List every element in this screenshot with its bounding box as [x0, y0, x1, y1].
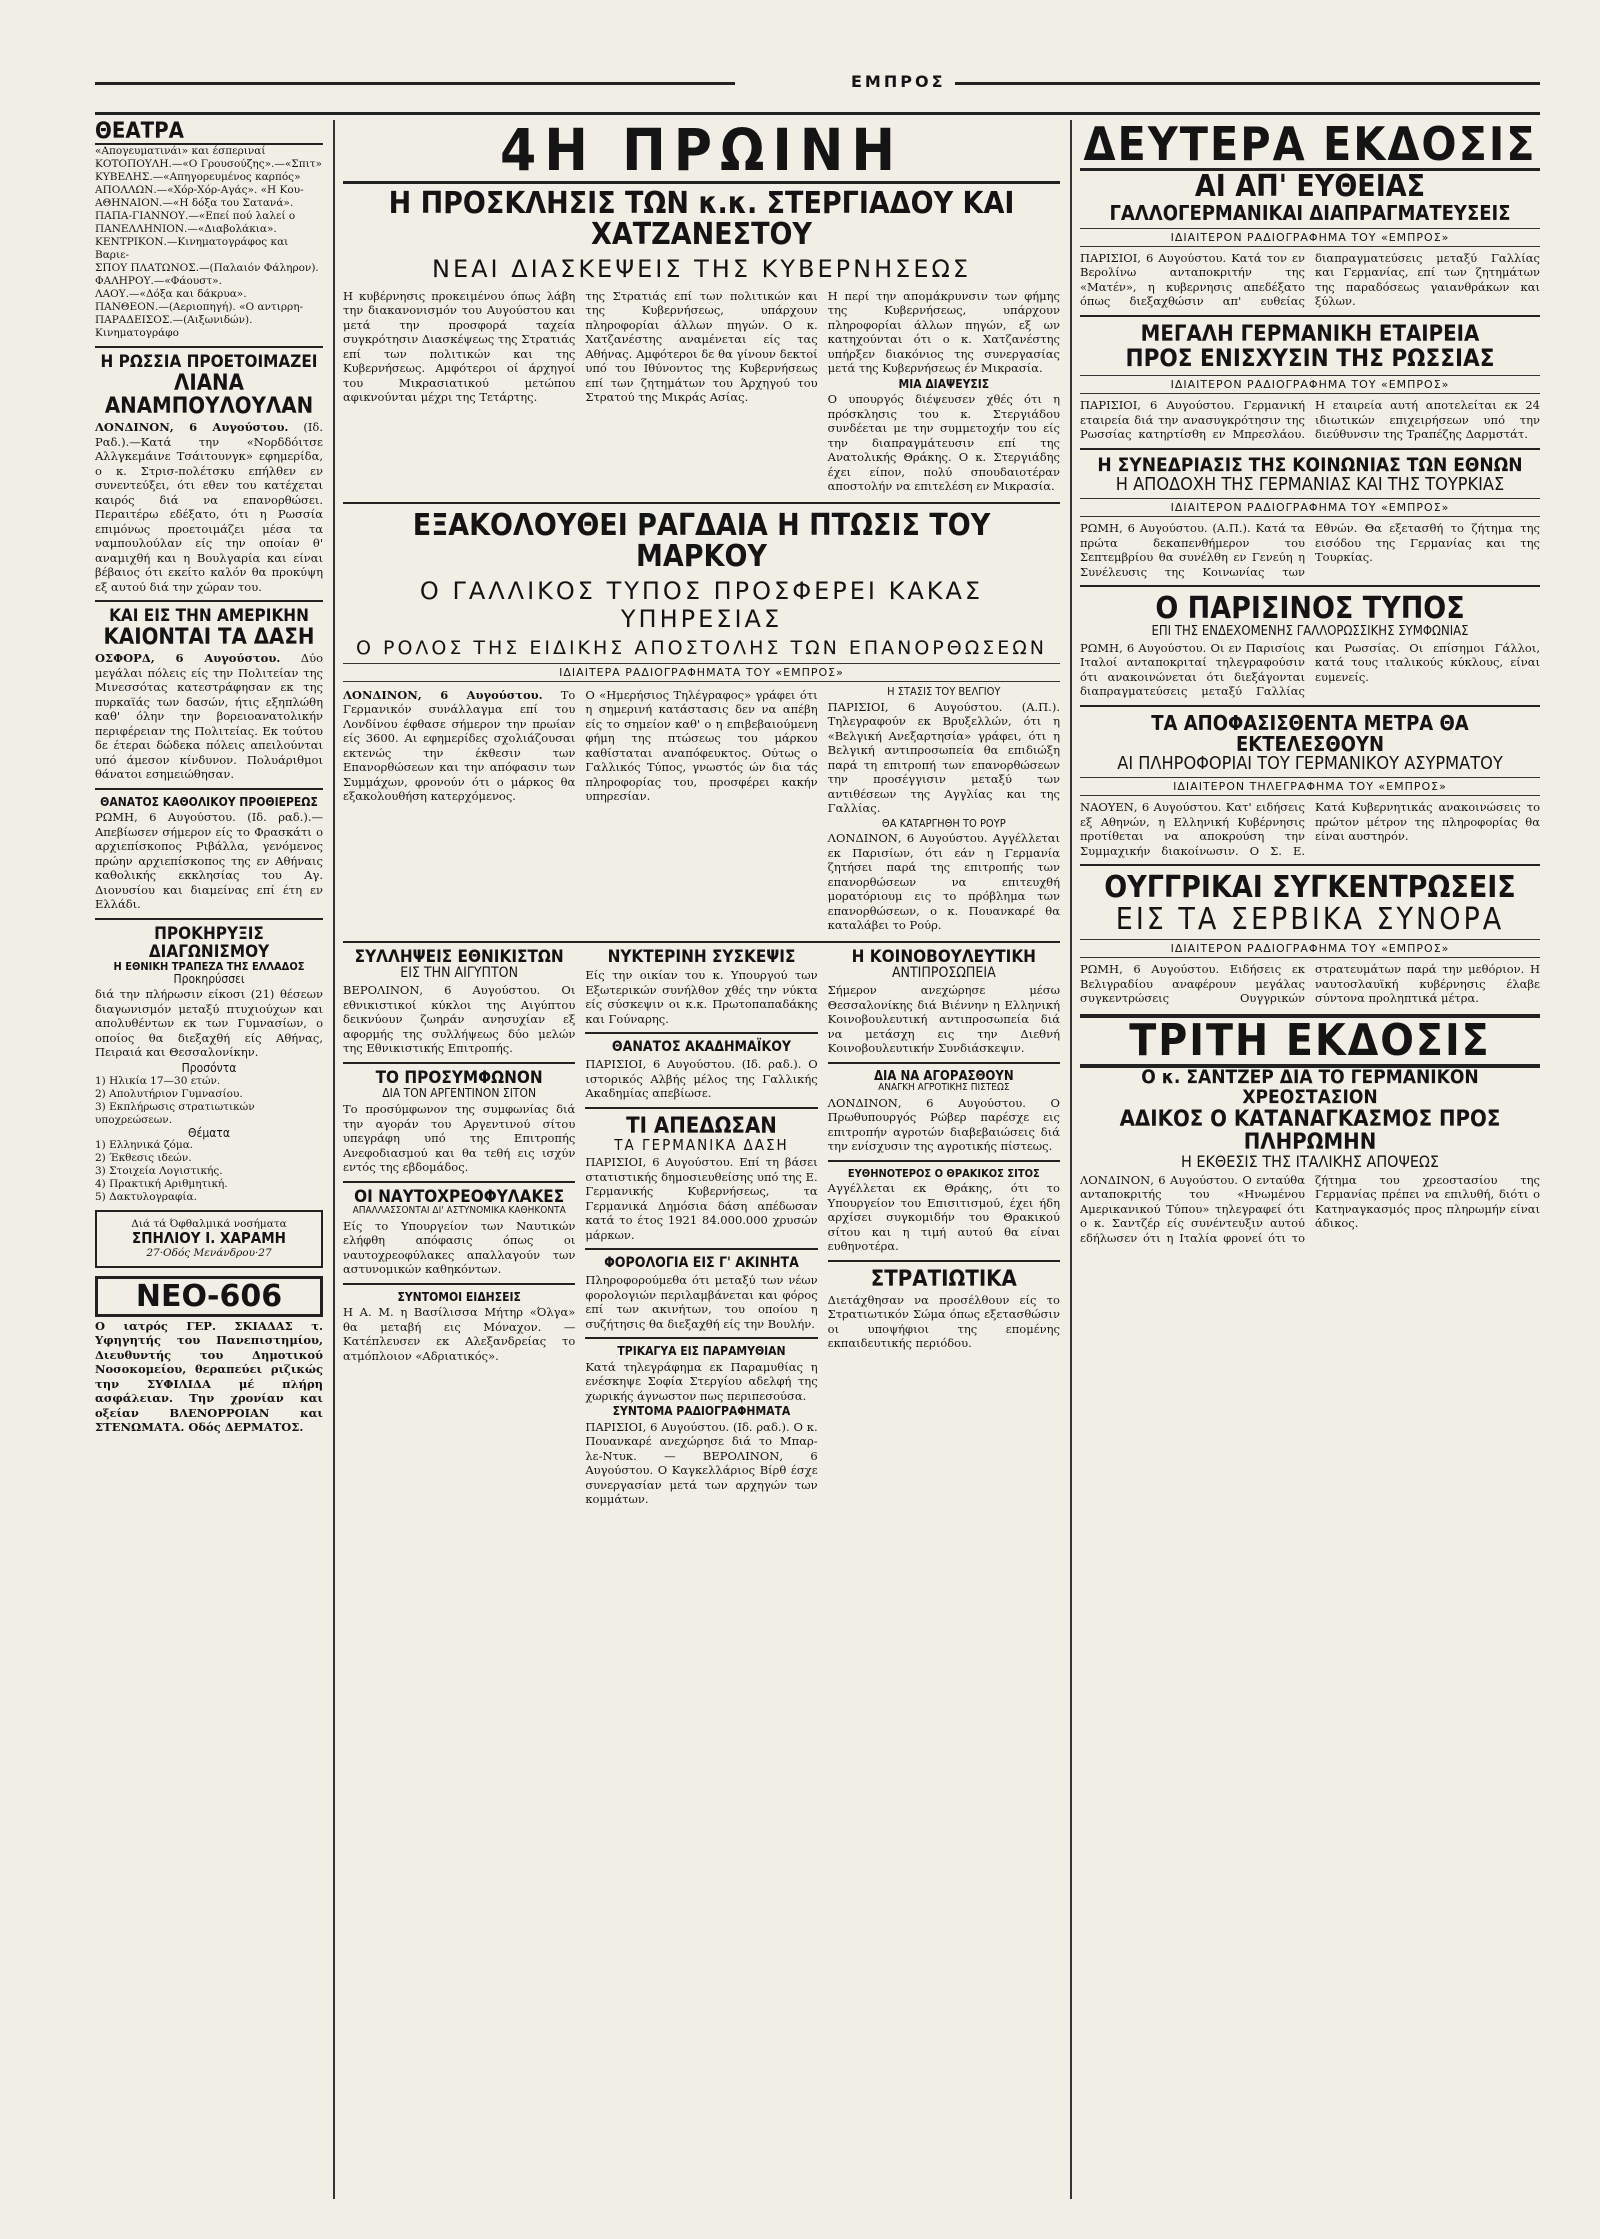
divider — [828, 1062, 1060, 1064]
dateline: ΛΟΝΔΙΝΟΝ, 6 Αυγούστου. — [95, 420, 289, 435]
masthead-rule-right — [955, 82, 1540, 85]
right-headline: ΠΡΟΣ ΕΝΙΣΧΥΣΙΝ ΤΗΣ ΡΩΣΣΙΑΣ — [1125, 343, 1495, 372]
divider — [585, 1337, 817, 1339]
divider — [95, 346, 323, 348]
theatres-listing — [95, 145, 323, 340]
right-tag: ΙΔΙΑΙΤΕΡΟΝ ΡΑΔΙΟΓΡΑΦΗΜΑ ΤΟΥ «ΕΜΠΡΟΣ» — [1080, 228, 1540, 247]
short-title: ΟΙ ΝΑΥΤΟΧΡΕΟΦΥΛΑΚΕΣ — [354, 1186, 565, 1207]
right-headline: ΕΙΣ ΤΑ ΣΕΡΒΙΚΑ ΣΥΝΟΡΑ — [1115, 901, 1505, 937]
right-headline: ΓΑΛΛΟΓΕΡΜΑΝΙΚΑΙ ΔΙΑΠΡΑΓΜΑΤΕΥΣΕΙΣ — [1109, 200, 1511, 225]
mark-article-col — [343, 686, 575, 935]
competition-text: διά την πλήρωσιν είκοσι (21) θέσεων διαγωνισμόν μεταξύ πτυχιούχων και απολυθέντων εκ των Γυμνασίων, ο οποίος θα διεξαχθή είς Αθήνας, Πειραιά και Θεσσαλονίκην. — [95, 987, 323, 1060]
divider — [828, 1160, 1060, 1162]
america-headline: ΚΑΙ ΕΙΣ ΤΗΝ ΑΜΕΡΙΚΗΝ — [109, 606, 309, 627]
divider — [1080, 705, 1540, 707]
right-headline: ΕΠΙ ΤΗΣ ΕΝΔΕΧΟΜΕΝΗΣ ΓΑΛΛΟΡΩΣΣΙΚΗΣ ΣΥΜΦΩΝΙΑΣ — [1151, 623, 1469, 639]
right-headline: Η ΕΚΘΕΣΙΣ ΤΗΣ ΙΤΑΛΙΚΗΣ ΑΠΟΨΕΩΣ — [1180, 1152, 1440, 1172]
competition-item: 2) Απολυτήριον Γυμνασίου. — [95, 1087, 243, 1100]
divider — [585, 1248, 817, 1250]
dateline: ΛΟΝΔΙΝΟΝ, 6 Αυγούστου. — [343, 687, 543, 702]
america-subhead: ΚΑΙΟΝΤΑΙ ΤΑ ΔΑΣΗ — [103, 624, 315, 650]
short-title: ΔΙΑ ΝΑ ΑΓΟΡΑΣΘΟΥΝ — [874, 1068, 1014, 1084]
short-title: ΣΥΛΛΗΨΕΙΣ ΕΘΝΙΚΙΣΤΩΝ — [354, 946, 564, 967]
short-title: ΣΥΝΤΟΜΟΙ ΕΙΔΗΣΕΙΣ — [397, 1289, 521, 1304]
competition-item: 1) Ελληνικά ζόμα. — [95, 1139, 194, 1152]
divider — [585, 1032, 817, 1034]
right-article: ΠΑΡΙΣΙΟΙ, 6 Αυγούστου. Γερμανική εταιρεία διά την ανασυγκρότησιν της Ρωσσίας κατηρτίσθη εν Μπρεσλάου. Η εταιρεία αυτή αποτελείται εκ 24 ιδιωτικών επιχειρήσεων υπό την διεύθυνσιν της Τραπέζης Δαρμστάτ. — [1080, 398, 1540, 442]
competition-label: Προσόντα — [181, 1060, 237, 1075]
third-edition-title: ΤΡΙΤΗ ΕΚΔΟΣΙΣ — [1080, 1014, 1540, 1068]
theatre-entry: ΠΑΝΕΛΛΗΝΙΟΝ.—«Διαβολάκια». — [95, 223, 277, 236]
russia-article — [95, 420, 323, 594]
edition-title: 4Η ΠΡΩΙΝΗ — [343, 120, 1060, 184]
short-subtitle: ΑΝΑΓΚΗ ΑΓΡΟΤΙΚΗΣ ΠΙΣΤΕΩΣ — [878, 1082, 1010, 1094]
short-title: ΘΑΝΑΤΟΣ ΑΚΑΔΗΜΑΪΚΟΥ — [611, 1039, 792, 1056]
side-label: ΜΙΑ ΔΙΑΨΕΥΣΙΣ — [898, 376, 990, 391]
short-text: Πληροφορούμεθα ότι μεταξύ των νέων φορολογιών περιλαμβάνεται και φόρος επί των ακινήτων, του οποίου η συζήτησις θα διεξαχθή είς την Βουλήν. — [585, 1273, 818, 1331]
short-text: ΠΑΡΙΣΙΟΙ, 6 Αυγούστου. Επί τη βάσει στατιστικής δημοσιευθείσης υπό της Ε. Γερμανικής Κυβερνήσεως, τα Γερμανικά Δημόσια δάση απέδωσαν κατά το έτος 1921 84.000.000 χρυσών μάρκων. — [585, 1155, 818, 1242]
short-text: Είς το Υπουργείον των Ναυτικών ελήφθη απόφασις όπως οι ναυτοχρεοφύλακες απαλλαγούν των αστυνομικών καθηκόντων. — [343, 1218, 576, 1277]
short-subtitle: ΕΙΣ ΤΗΝ ΑΙΓΥΠΤΟΝ — [400, 965, 519, 982]
short-text: Αγγέλλεται εκ Θράκης, ότι το Υπουργείον του Επισιτισμού, έχει ήδη αρχίσει συγκομιδήν του Θρακικού σίτου και η τιμή αυτού θα είναι ευθηνοτέρα. — [827, 1181, 1060, 1254]
short-title: ΤΟ ΠΡΟΣΥΜΦΩΝΟΝ — [375, 1067, 543, 1088]
ad-ophthalmic — [95, 1210, 323, 1268]
divider — [95, 918, 323, 920]
mark-subhead: Ο ΓΑΛΛΙΚΟΣ ΤΥΠΟΣ ΠΡΟΣΦΕΡΕΙ ΚΑΚΑΣ ΥΠΗΡΕΣΙΑΣ — [419, 576, 984, 633]
competition-headline: ΠΡΟΚΗΡΥΞΙΣ ΔΙΑΓΩΝΙΣΜΟΥ — [148, 923, 270, 962]
divider — [95, 600, 323, 602]
right-tag: ΙΔΙΑΙΤΕΡΟΝ ΡΑΔΙΟΓΡΑΦΗΜΑ ΤΟΥ «ΕΜΠΡΟΣ» — [1080, 375, 1540, 394]
center-column — [343, 120, 1060, 2199]
right-column — [1080, 120, 1540, 2199]
right-headline: Ο κ. ΣΑΝΤΖΕΡ ΔΙΑ ΤΟ ΓΕΡΜΑΝΙΚΟΝ ΧΡΕΟΣΤΑΣΙΟΝ — [1141, 1066, 1479, 1109]
divider — [343, 502, 1060, 504]
article-text: ΛΟΝΔΙΝΟΝ, 6 Αυγούστου. Αγγέλλεται εκ Παρισίων, ότι εάν η Γερμανία ζητήσει παρά της επιτροπής των επανορθώσεων να επιτευχθή μορατόριουμ εις το πρόβλημα των επανορθώσεων, ο κ. Πουανκαρέ θα καταλάβει το Ρούρ. — [827, 831, 1060, 933]
ad-line: Διά τά Όφθαλμικά νοσήματα — [131, 1218, 287, 1231]
short-text: Σήμερον ανεχώρησε μέσω Θεσσαλονίκης διά Βιέννην η Ελληνική Κοινοβουλευτική αντιπροσωπεία διά να μετάσχη εις την Διεθνή Κοινοβουλευτικήν Συνδιάσκεψιν. — [827, 983, 1060, 1056]
right-article: ΡΩΜΗ, 6 Αυγούστου. (Α.Π.). Κατά τα πρώτα δεκαπενθήμερον του Σεπτεμβρίου θα συνέλθη εν Γενεύη η Συνέλευσις της Κοινωνίας των Εθνών. Θα εξετασθή το ζήτημα της εισόδου της Γερμανίας και της Τουρκίας. — [1080, 521, 1540, 579]
main-article-col: Η κυβέρνησις προκειμένου όπως λάβη την διακανονισμόν του Αυγούστου και μετά την προσφορά ταχεία συγκρότησιν Διασκέψεως της Στρατιάς επί των πολιτικών και της Κυβερνήσεως. Αμφότεροι οί άρχηγοί του Μικρασιατικού μετώπου αφικνούνται μέχρι της Τετάρτης. — [343, 288, 576, 405]
article-text: Δύο μεγάλαι πόλεις είς την Πολιτείαν της Μινεσσότας κατεστράφησαν εκ της πυρκαϊάς των δασών, ήτις εξηπλώθη καθ' όλην την βορειοανατολικήν περιφέρειαν της Πολιτείας. Εκ τούτου δε έτεραι δώδεκα πόλεις απειλούνται υπό άμεσον κίνδυνον. Πολυάριθμοι θάνατοι εσημειώθησαν. — [95, 651, 323, 782]
competition-label: Θέματα — [188, 1125, 230, 1140]
mark-subhead: Ο ΡΟΛΟΣ ΤΗΣ ΕΙΔΙΚΗΣ ΑΠΟΣΤΟΛΗΣ ΤΩΝ ΕΠΑΝΟΡΘΩΣΕΩΝ — [356, 636, 1047, 659]
paper-name: ΕΜΠΡΟΣ — [851, 72, 946, 91]
mark-sub-label: Η ΣΤΑΣΙΣ ΤΟΥ ΒΕΛΓΙΟΥ — [887, 684, 1001, 698]
theatre-entry: ΚΕΝΤΡΙΚΟΝ.—Κινηματογράφος και Βαριε- — [95, 236, 289, 262]
short-title: ΣΤΡΑΤΙΩΤΙΚΑ — [870, 1266, 1017, 1292]
theatre-entry: ΣΠΟΥ ΠΛΑΤΩΝΟΣ.—(Παλαιόν Φάληρον). — [95, 262, 319, 275]
divider — [1080, 864, 1540, 866]
divider — [343, 1181, 575, 1183]
theatre-entry: «Απογευματινάι» και έσπεριναί — [95, 145, 266, 158]
short-text: ΠΑΡΙΣΙΟΙ, 6 Αυγούστου. (Ιδ. ραδ.). Ο ιστορικός Αλβής μέλος της Γαλλικής Ακαδημίας απεβίωσε. — [585, 1057, 818, 1101]
divider — [1080, 448, 1540, 450]
divider — [585, 1107, 817, 1109]
theatre-entry: ΠΑΡΑΔΕΙΣΟΣ.—(Αιξωνιδών). Κινηματογράφο — [95, 314, 253, 340]
mark-sub-label: ΘΑ ΚΑΤΑΡΓΗΘΗ ΤΟ ΡΟΥΡ — [881, 816, 1006, 830]
short-subtitle: ΑΝΤΙΠΡΟΣΩΠΕΙΑ — [891, 965, 996, 982]
main-article — [343, 287, 1060, 496]
second-edition-title: ΔΕΥΤΕΡΑ ΕΚΔΟΣΙΣ — [1080, 120, 1540, 171]
right-article: ΛΟΝΔΙΝΟΝ, 6 Αυγούστου. Ο ενταύθα ανταποκριτής του «Ηνωμένου Αμερικανικού Τύπου» τηλεγραφεί ότι ο κ. Σαντζέρ είς συνέντευξιν αυτού εδήλωσεν ότι η Ιταλία φρονεί ότι το ζήτημα του χρεοστασίου της Γερμανίας πρέπει να επιλυθή, διότι ο Κατηναγκασμός προς πληρωμήν είναι άδικος. — [1080, 1172, 1540, 1245]
competition-subhead: Η ΕΘΝΙΚΗ ΤΡΑΠΕΖΑ ΤΗΣ ΕΛΛΑΔΟΣ — [113, 960, 305, 974]
competition-item: 3) Εκπλήρωσις στρατιωτικών υποχρεώσεων. — [95, 1100, 255, 1126]
ad-neo-title: ΝΕΟ-606 — [95, 1276, 323, 1317]
divider — [1080, 315, 1540, 317]
theatre-entry: ΚΟΤΟΠΟΥΛΗ.—«Ο Γρουσούζης».—«Σπιτ» — [95, 158, 322, 171]
short-text: ΠΑΡΙΣΙΟΙ, 6 Αυγούστου. (Ιδ. ραδ.). Ο κ. Πουανκαρέ ανεχώρησε διά το Μπαρ-λε-Ντυκ. — ΒΕΡΟΛΙΝΟΝ, 6 Αυγούστου. Ο Καγκελλάριος Βίρθ έσχε συνεργασίαν μετά των αρχηγών των κομμάτων. — [585, 1419, 818, 1507]
right-tag: ΙΔΙΑΙΤΕΡΟΝ ΡΑΔΙΟΓΡΑΦΗΜΑ ΤΟΥ «ΕΜΠΡΟΣ» — [1080, 498, 1540, 517]
article-text — [343, 688, 575, 804]
right-headline: ΜΕΓΑΛΗ ΓΕΡΜΑΝΙΚΗ ΕΤΑΙΡΕΙΑ — [1140, 321, 1480, 347]
mark-headline: ΕΞΑΚΟΛΟΥΘΕΙ ΡΑΓΔΑΙΑ Η ΠΤΩΣΙΣ ΤΟΥ ΜΑΡΚΟΥ — [412, 507, 991, 575]
short-text: Είς την οικίαν του κ. Υπουργού των Εξωτερικών συνήλθον χθές την νύκτα είς σύσκεψιν οι κ.κ. Πρωτοπαπαδάκης και Γούναρης. — [585, 968, 818, 1026]
right-headline: Ο ΠΑΡΙΣΙΝΟΣ ΤΥΠΟΣ — [1155, 591, 1465, 627]
right-article: ΡΩΜΗ, 6 Αυγούστου. Ειδήσεις εκ Βελιγραδίου αναφέρουν μεγάλας συγκεντρώσεις Ουγγρικών στρατευμάτων παρά την μεθόριον. Η ναυτοσλαυϊκή κυβέρνησις έλαβε σύντονα προληπτικά μέτρα. — [1080, 962, 1540, 1006]
competition-item: 5) Δακτυλογραφία. — [95, 1191, 197, 1204]
theatre-entry: ΑΘΗΝΑΙΟΝ.—«Η δόξα του Σατανά». — [95, 197, 294, 210]
divider — [828, 1260, 1060, 1262]
theatres-section-title: ΘΕΑΤΡΑ — [95, 120, 323, 145]
right-headline: Η ΣΥΝΕΔΡΙΑΣΙΣ ΤΗΣ ΚΟΙΝΩΝΙΑΣ ΤΩΝ ΕΘΝΩΝ — [1097, 453, 1523, 476]
right-headline: ΑΙ ΠΛΗΡΟΦΟΡΙΑΙ ΤΟΥ ΓΕΡΜΑΝΙΚΟΥ ΑΣΥΡΜΑΤΟΥ — [1117, 752, 1503, 774]
column-divider-right — [1070, 120, 1072, 2199]
dateline: ΟΣΦΟΡΔ, 6 Αυγούστου. — [95, 651, 281, 666]
main-headline: Η ΠΡΟΣΚΛΗΣΙΣ ΤΩΝ κ.κ. ΣΤΕΡΓΙΑΔΟΥ ΚΑΙ ΧΑΤΖΑΝΕΣΤΟΥ — [388, 185, 1015, 253]
mark-article-col — [828, 686, 1060, 935]
theatre-entry: ΚΥΒΕΛΗΣ.—«Απηγορευμένος καρπός» — [95, 171, 301, 184]
right-article: ΡΩΜΗ, 6 Αυγούστου. Οι εν Παρισίοις Ιταλοί ανταποκριταί τηλεγραφούσιν ότι ανακοινώνεται ότι διεξάγονται διαπραγματεύσεις μεταξύ Γαλλίας και Ρωσσίας. Οι επίσημοι Γάλλοι, κατά τους ιταλικούς κύκλους, είναι ευμενείς. — [1080, 640, 1540, 699]
short-title: ΝΥΚΤΕΡΙΝΗ ΣΥΣΚΕΨΙΣ — [607, 946, 796, 967]
short-title: ΦΟΡΟΛΟΓΙΑ ΕΙΣ Γ' ΑΚΙΝΗΤΑ — [604, 1255, 799, 1272]
mark-article — [343, 686, 1060, 935]
mark-article-col: Ο «Ημερήσιος Τηλέγραφος» γράφει ότι η σημερινή κατάστασις δεν να απέβη είς το σημείον καθ' ο η επιβεβαιούμενη φήμη της πτώσεως του μάρκου καθίσταται αναπόφευκτος. Ούτως ο Γαλλικός Τύπος, γνωστός ών δια τάς πληροφορίας του, προσφέρει κακήν υπηρεσίαν. — [585, 687, 818, 804]
theatre-entry: ΦΑΛΗΡΟΥ.—«Φάουστ». — [95, 275, 222, 288]
competition-item: 3) Στοιχεία Λογιστικής. — [95, 1165, 223, 1178]
competition-label: Προκηρύσσει — [173, 971, 245, 986]
america-article — [95, 651, 323, 782]
short-subtitle: ΑΠΑΛΛΑΣΣΟΝΤΑΙ ΔΙ' ΑΣΤΥΝΟΜΙΚΑ ΚΑΘΗΚΟΝΤΑ — [352, 1205, 566, 1217]
right-tag: ΙΔΙΑΙΤΕΡΟΝ ΤΗΛΕΓΡΑΦΗΜΑ ΤΟΥ «ΕΜΠΡΟΣ» — [1080, 777, 1540, 796]
main-article-col — [828, 287, 1060, 496]
theatre-entry: ΠΑΝΘΕΟΝ.—(Αεριοπηγή). «Ο αντιρρη- — [95, 301, 304, 314]
ad-doctor-name: ΣΠΗΛΙΟΥ Ι. ΧΑΡΑΜΗ — [132, 1229, 286, 1248]
right-headline: ΑΔΙΚΟΣ Ο ΚΑΤΑΝΑΓΚΑΣΜΟΣ ΠΡΟΣ ΠΛΗΡΩΜΗΝ — [1119, 1107, 1501, 1156]
short-text: Το προσύμφωνον της συμφωνίας διά την αγοράν του Αργεντινού σίτου υπεγράφη υπό της Επιτροπής Ανεφοδιασμού και θα τεθή εις ισχύν εντός της εβδομάδος. — [343, 1102, 576, 1175]
divider — [343, 1062, 575, 1064]
theatre-entry: ΛΑΟΥ.—«Δόξα και δάκρυα». — [95, 288, 247, 301]
russia-headline: Η ΡΩΣΣΙΑ ΠΡΟΕΤΟΙΜΑΖΕΙ — [100, 352, 318, 373]
death-article: ΡΩΜΗ, 6 Αυγούστου. (Ιδ. ραδ.).—Απεβίωσεν σήμερον είς το Φρασκάτι ο αρχιεπίσκοπος Ριβάλλα, γενόμενος πρώην αρχιεπίσκοπος της εν Αθήναις καθολικής εκκλησίας του Αγ. Διονυσίου και διαμείνας επί έτη εν Ελλάδι. — [95, 810, 323, 912]
theatre-entry: ΠΑΠΑ-ΓΙΑΝΝΟΥ.—«Επεί πού λαλεί ο — [95, 210, 296, 223]
article-text: ΠΑΡΙΣΙΟΙ, 6 Αυγούστου. (Α.Π.). Τηλεγραφούν εκ Βρυξελλών, ότι η «Βελγική Ανεξαρτησία» γράφει, ότι η Βελγική αντιπροσωπεία θα επιδιώξη παρά τη επιτροπή των επανορθώσεων την προσέγγισιν μεταξύ των αντιθέσεων της Αγγλίας και της Γαλλίας. — [827, 699, 1060, 816]
divider — [343, 941, 1060, 943]
right-headline: ΤΑ ΑΠΟΦΑΣΙΣΘΕΝΤΑ ΜΕΤΡΑ ΘΑ ΕΚΤΕΛΕΣΘΟΥΝ — [1151, 710, 1469, 756]
masthead-rule-left — [95, 82, 735, 85]
divider — [1080, 585, 1540, 587]
short-title: ΣΥΝΤΟΜΑ ΡΑΔΙΟΓΡΑΦΗΜΑΤΑ — [612, 1404, 791, 1419]
divider — [95, 788, 323, 790]
competition-item: 1) Ηλικία 17—30 ετών. — [95, 1074, 221, 1087]
short-articles-col — [343, 946, 576, 1509]
article-text: (Ιδ. Ραδ.).—Κατά την «Νορδδόιτσε Αλλγκεμάινε Τσάιτουνγκ» εφημερίδα, ο κ. Στρισ-πολέτσκυ επήλθεν εν συνεντεύξει, ότι εθεν του κατέχεται καιρός διά να επανορθώσει. Περαιτέρω εδέξατο, ότι η Ρωσσία επιμόνως προετοιμάζει μέσα τα ναμπουλούλαν είς την οποίαν θ' αναμιχθή και η Βουλγαρία και είναι βέβαιος ότι εκείτο καλόν θα προκύψη εξ αυτού διά την χώραν του. — [95, 420, 323, 594]
right-article: ΠΑΡΙΣΙΟΙ, 6 Αυγούστου. Κατά τον εν Βερολίνω ανταποκριτήν της «Ματέν», η κυβερνησις απεδέξατο όπως διεξαχθώσιν απ' ευθείας διαπραγματεύσεις μεταξύ Γαλλίας και Γερμανίας, επί των ζητημάτων της παραδόσεως γαιανθράκων και ξύλων. — [1080, 250, 1540, 309]
main-article-col: της Στρατιάς επί των πολιτικών και της Κυβερνήσεως, υπάρχουν πληροφορίαι άλλων πηγών. Ο κ. Χατζανέστης αναμένεται είς τας Αθήνας. Αμφότεροι δε θα γίνουν δεκτοί υπό του Ιθύνοντος της Κυβερνήσεως επί των ζητημάτων του Άρχηγού του Στρατού της Μικράς Ασίας. — [585, 288, 818, 405]
short-subtitle: ΔΙΑ ΤΟΝ ΑΡΓΕΝΤΙΝΟΝ ΣΙΤΟΝ — [382, 1086, 537, 1101]
mark-tag: ΙΔΙΑΙΤΕΡΑ ΡΑΔΙΟΓΡΑΦΗΜΑΤΑ ΤΟΥ «ΕΜΠΡΟΣ» — [343, 663, 1060, 682]
short-text: ΒΕΡΟΛΙΝΟΝ, 6 Αυγούστου. Οι εθνικιστικοί κύκλοι της Αιγύπτου δεικνύουν ζωηράν ανησυχίαν εξ αφορμής της συλλήψεως δύο μελών της Εθνικιστικής Επιτροπής. — [343, 983, 576, 1056]
right-headline: ΟΥΓΓΡΙΚΑΙ ΣΥΓΚΕΝΤΡΩΣΕΙΣ — [1104, 870, 1516, 906]
article-text: Το Γερμανικόν συνάλλαγμα επί του Λονδίνου έφθασε σήμερον την πρωίαν είς 3600. Αι εφημερίδες σχολιάζουσαι εκτενώς την έκθεσιν των Επανορθώσεων και την απόφασιν των Συμμάχων, φρονούν ότι ο μάρκος θα εξακολουθήση κατερχόμενος. — [343, 687, 576, 804]
divider — [343, 1283, 575, 1285]
short-text: Κατά τηλεγράφημα εκ Παραμυθίας η ενέσκηψε Σοφία Στεργίου αδελφή της χωρικής άγνωστον πως περιπεσούσα. — [585, 1359, 818, 1403]
right-headline: Η ΑΠΟΔΟΧΗ ΤΗΣ ΓΕΡΜΑΝΙΑΣ ΚΑΙ ΤΗΣ ΤΟΥΡΚΙΑΣ — [1115, 473, 1505, 495]
column-divider-left — [333, 120, 335, 2199]
ad-address: 27·Οδός Μενάνδρου·27 — [146, 1246, 272, 1259]
short-subtitle: ΤΑ ΓΕΡΜΑΝΙΚΑ ΔΑΣΗ — [614, 1135, 789, 1154]
short-title: ΤΙ ΑΠΕΔΩΣΑΝ — [626, 1113, 777, 1139]
theatre-entry: ΑΠΟΛΛΩΝ.—«Χόρ-Χόρ-Αγάς». «Η Κου- — [95, 184, 304, 197]
side-text: Ο υπουργός διέψευσεν χθές ότι η πρόσκλησις του κ. Στεργιάδου συνδέεται με την συμμετοχήν του είς την διαπραγμάτευσιν επί της Ανατολικής Θράκης. Ο κ. Στεργιάδης έχει είπον, πολύ σπουδαιοτέραν αποστολήν να επιτελέση εν Μικρασία. — [827, 392, 1060, 494]
short-text: Διετάχθησαν να προσέλθουν είς το Στρατιωτικόν Σώμα όπως εξετασθώσιν οι υποψήφιοι της επομένης εκπαιδευτικής περιόδου. — [827, 1292, 1060, 1351]
short-title: ΤΡΙΚΑΓΥΑ ΕΙΣ ΠΑΡΑΜΥΘΙΑΝ — [617, 1344, 786, 1359]
short-text: Η Α. Μ. η Βασίλισσα Μήτηρ «Όλγα» θα μεταβή εις Μόναχον. — Κατέπλευσεν εκ Αλεξανδρείας το ατμόπλοιον «Αδριατικός». — [343, 1305, 576, 1363]
right-tag: ΙΔΙΑΙΤΕΡΟΝ ΡΑΔΙΟΓΡΑΦΗΜΑ ΤΟΥ «ΕΜΠΡΟΣ» — [1080, 939, 1540, 958]
short-text: ΛΟΝΔΙΝΟΝ, 6 Αυγούστου. Ο Πρωθυπουργός Ρώβερ παρέσχε εις επιτροπήν αγροτών διαβεβαιώσεις διά την ενίσχυσιν της αγροτικής πίστεως. — [827, 1095, 1060, 1154]
competition-item: 4) Πρακτική Αριθμητική. — [95, 1178, 228, 1191]
death-headline: ΘΑΝΑΤΟΣ ΚΑΘΟΛΙΚΟΥ ΠΡΟΘΙΕΡΕΩΣ — [100, 794, 318, 809]
ad-neo-text: Ο ιατρός ΓΕΡ. ΣΚΙΑΔΑΣ τ. Υφηγητής του Πανεπιστημίου, Διευθυντής του Δημοτικού Νοσοκομείου, θεραπεύει ριζικώς την ΣΥΦΙΛΙΔΑ μέ πλήρη ασφάλειαν. Την χρονίαν και οξείαν ΒΛΕΝΟΡΡΟΙΑΝ και ΣΤΕΝΩΜΑΤΑ. Οδός ΔΕΡΜΑΤΟΣ. — [95, 1318, 323, 1435]
short-articles-col — [827, 946, 1060, 1509]
short-articles — [343, 946, 1060, 1509]
short-articles-col — [585, 946, 818, 1509]
article-text: Η περί την απομάκρυνσιν των φήμης της Κυβερνήσεως, υπάρχουν πληροφορίαι άλλων πηγών, εξ ων κατηχούνται ότι ο κ. Χατζανέστης υπήρξεν διακόνιος της συνεργασίας μετά της Κυβερνήσεως έν Μικρασία. — [827, 288, 1060, 376]
left-column — [95, 120, 323, 2199]
short-title: ΕΥΘΗΝΟΤΕΡΟΣ Ο ΘΡΑΚΙΚΟΣ ΣΙΤΟΣ — [847, 1166, 1040, 1180]
competition-item: 2) Έκθεσις ιδεών. — [95, 1152, 192, 1165]
right-article: ΝΑΟΥΕΝ, 6 Αυγούστου. Κατ' ειδήσεις εξ Αθηνών, η Ελληνική Κυβέρνησις προτίθεται να αποκρούση την Συμμαχικήν διακοίνωσιν. Ο Σ. Ε. Κατά Κυβερνητικάς ανακοινώσεις το πρώτον μέτρον της πληροφορίας θα είναι αυστηρόν. — [1080, 800, 1540, 858]
masthead — [95, 72, 1540, 115]
right-headline: ΑΙ ΑΠ' ΕΥΘΕΙΑΣ — [1194, 169, 1426, 205]
short-title: Η ΚΟΙΝΟΒΟΥΛΕΥΤΙΚΗ — [851, 946, 1036, 967]
russia-subhead: ΛΙΑΝΑ ΑΝΑΜΠΟΥΛΟΥΛΑΝ — [104, 370, 314, 420]
main-subhead: ΝΕΑΙ ΔΙΑΣΚΕΨΕΙΣ ΤΗΣ ΚΥΒΕΡΝΗΣΕΩΣ — [432, 254, 971, 283]
